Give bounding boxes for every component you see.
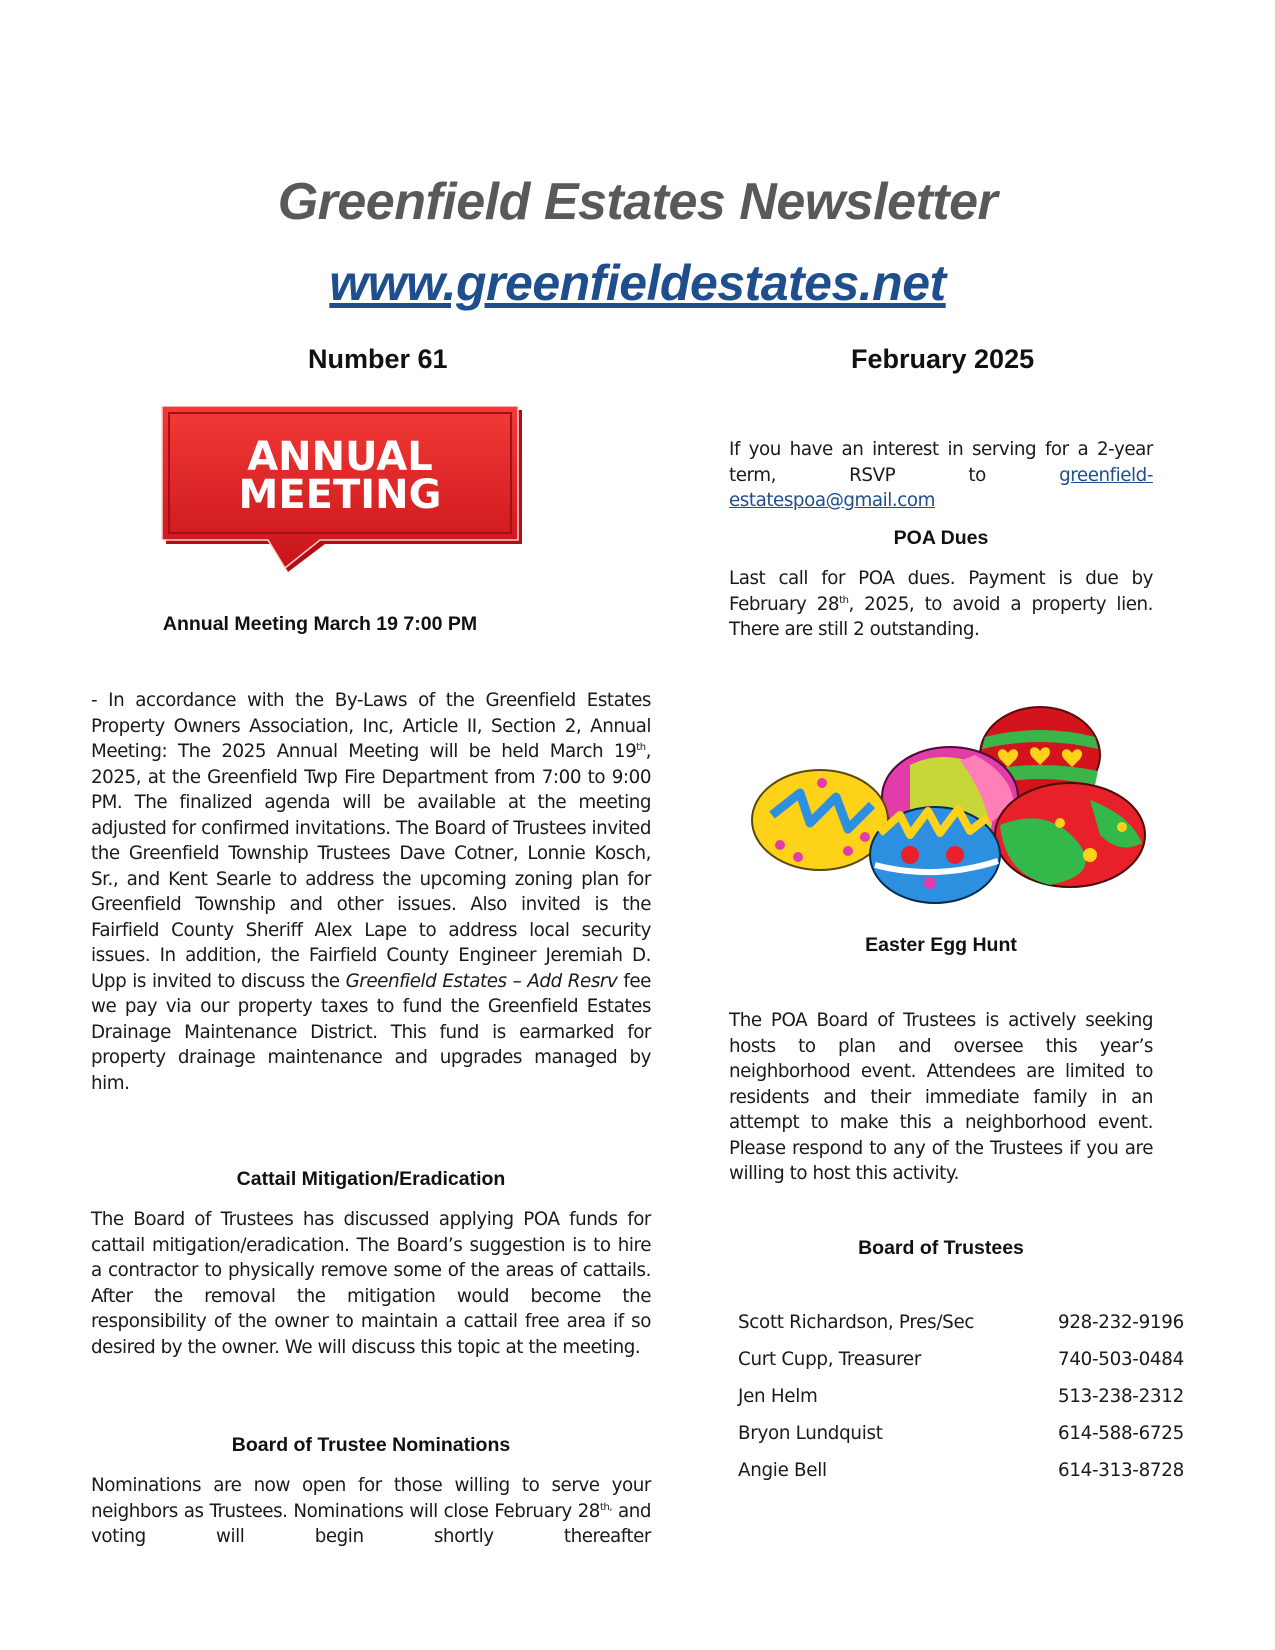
trustee-name: Jen Helm bbox=[738, 1386, 818, 1407]
annual-meeting-caption: Annual Meeting March 19 7:00 PM bbox=[162, 613, 478, 635]
egg-yellow-icon bbox=[752, 770, 888, 870]
trustee-phone: 614-588-6725 bbox=[1058, 1423, 1184, 1444]
egg-red-green-icon bbox=[995, 783, 1145, 887]
nominations-text-part1: Nominations are now open for those willing to serve your neighbors as Trustees. Nominations will close February 28 bbox=[91, 1475, 651, 1522]
trustee-phone: 614-313-8728 bbox=[1058, 1460, 1184, 1481]
easter-egg-hunt-heading: Easter Egg Hunt bbox=[865, 934, 1017, 956]
trustee-row bbox=[738, 1312, 1193, 1342]
annual-meeting-text-part1: - In accordance with the By-Laws of the Greenfield Estates Property Owners Association, Inc, Article II, Section 2, Annual Meeting: The 2025 Annual Meeting will be held March 19 bbox=[91, 690, 651, 762]
annual-meeting-text-part3: fee we pay via our property taxes to fund the Greenfield Estates Drainage Maintenance District. This fund is earmarked for property drainage maintenance and upgrades managed by him. bbox=[91, 970, 651, 1094]
poa-email-link[interactable]: greenfield-estatespoa@gmail.com bbox=[729, 464, 1153, 511]
banner-line1: ANNUAL bbox=[247, 434, 433, 480]
easter-egg-hunt-text: The POA Board of Trustees is actively seeking hosts to plan and oversee this year’s neighborhood event. Attendees are limited to residents and their immediate family in an attempt to make this a neighborhood event. Please respond to any of the Trustees if you are willing to host this activity. bbox=[729, 1010, 1153, 1184]
superscript-th: th, bbox=[599, 1501, 613, 1513]
trustee-row bbox=[738, 1349, 1193, 1379]
trustee-row bbox=[738, 1423, 1193, 1453]
nominations-text bbox=[91, 1473, 651, 1550]
annual-meeting-text bbox=[91, 688, 651, 1096]
issue-number: Number 61 bbox=[308, 344, 448, 374]
egg-blue-icon bbox=[870, 807, 1000, 903]
banner-line2: MEETING bbox=[238, 472, 442, 518]
cattail-text: The Board of Trustees has discussed applying POA funds for cattail mitigation/eradication. The Board’s suggestion is to hire a contractor to physically remove some of the areas of cattails. After the removal the mitigation would become the responsibility of the owner to maintain a cattail free area if so desired by the owner. We will discuss this topic at the meeting. bbox=[91, 1209, 651, 1358]
trustee-name: Scott Richardson, Pres/Sec bbox=[738, 1312, 975, 1333]
issue-date: February 2025 bbox=[851, 344, 1035, 374]
fee-name-italic: Greenfield Estates – Add Resrv bbox=[345, 970, 618, 992]
board-of-trustees-heading: Board of Trustees bbox=[858, 1237, 1024, 1259]
poa-dues-text-part2: , 2025, to avoid a property lien. There are still 2 outstanding. bbox=[729, 593, 1153, 640]
superscript-th: th bbox=[839, 594, 849, 606]
nominations-continued-part1: If you have an interest in serving for a 2-year term, RSVP to bbox=[729, 439, 1153, 486]
nominations-continued-text bbox=[729, 437, 1153, 514]
cattail-heading: Cattail Mitigation/Eradication bbox=[236, 1168, 506, 1190]
superscript-th: th bbox=[636, 741, 646, 753]
poa-dues-text bbox=[729, 566, 1153, 643]
poa-dues-heading: POA Dues bbox=[893, 527, 989, 549]
easter-eggs-image bbox=[750, 705, 1180, 910]
newsletter-title: Greenfield Estates Newsletter bbox=[277, 173, 998, 231]
trustee-row bbox=[738, 1460, 1193, 1490]
poa-dues-text-part1: Last call for POA dues. Payment is due by February 28 bbox=[729, 568, 1153, 615]
nominations-heading: Board of Trustee Nominations bbox=[231, 1434, 511, 1456]
nominations-text-part2: and voting will begin shortly thereafter bbox=[91, 1500, 651, 1547]
trustee-name: Bryon Lundquist bbox=[738, 1423, 883, 1444]
annual-meeting-banner bbox=[160, 406, 530, 578]
trustee-name: Angie Bell bbox=[738, 1460, 827, 1481]
website-link[interactable]: www.greenfieldestates.net bbox=[329, 255, 946, 311]
trustee-name: Curt Cupp, Treasurer bbox=[738, 1349, 922, 1370]
annual-meeting-text-part2: , 2025, at the Greenfield Twp Fire Department from 7:00 to 9:00 PM. The finalized agenda will be available at the meeting adjusted for confirmed invitations. The Board of Trustees invited the Greenfield Township Trustees Dave Cotner, Lonnie Kosch, Sr., and Kent Searle to address the upcoming zoning plan for Greenfield Township and other issues. Also invited is the Fairfield County Sheriff Alex Lape to address local security issues. In addition, the Fairfield County Engineer Jeremiah D. Upp is invited to discuss the bbox=[91, 741, 651, 992]
trustee-phone: 740-503-0484 bbox=[1058, 1349, 1184, 1370]
trustee-row bbox=[738, 1386, 1193, 1416]
trustee-phone: 928-232-9196 bbox=[1058, 1312, 1184, 1333]
trustee-phone: 513-238-2312 bbox=[1058, 1386, 1184, 1407]
